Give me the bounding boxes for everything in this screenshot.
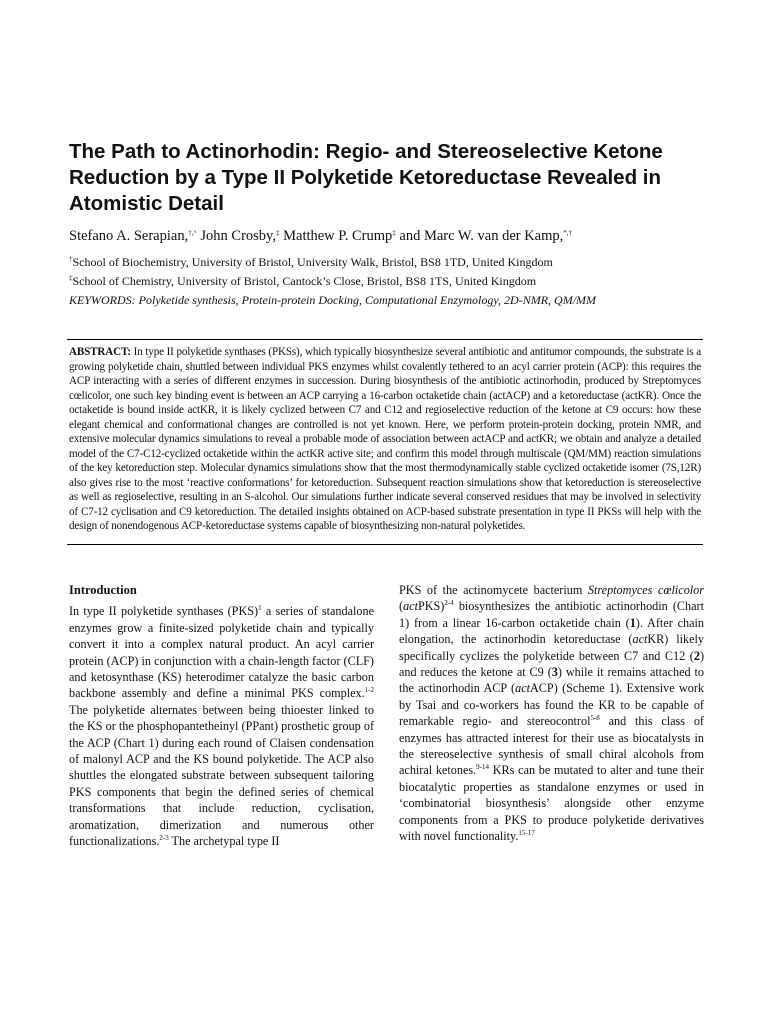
- abstract-box: [67, 339, 703, 545]
- author-name: Stefano A. Serapian,: [69, 228, 189, 244]
- italic-term: act: [515, 681, 530, 696]
- compound-number: 2: [693, 648, 700, 663]
- compound-number: 3: [551, 665, 558, 680]
- citation: 15-17: [518, 829, 535, 838]
- text-run: ACP) (Scheme 1). Extensive work by Tsai and co-workers has found the KR to be capable of remarkable regio- and stereocontrol: [399, 681, 704, 729]
- citation: 2-3: [159, 834, 169, 843]
- author-name: John Crosby,: [196, 228, 276, 244]
- text-run: In type II polyketide synthases (PKS): [69, 604, 259, 619]
- text-run: KR) likely specifically cyclizes the polyketide between C7 and C12 (: [399, 632, 704, 663]
- citation: 1-2: [364, 686, 374, 695]
- author-list: [69, 227, 719, 245]
- affiliation: [69, 255, 719, 270]
- intro-paragraph: [69, 603, 374, 849]
- intro-paragraph-continued: [399, 582, 704, 845]
- citation: 5-8: [590, 714, 600, 723]
- section-heading: Introduction: [69, 583, 137, 597]
- text-run: (: [399, 599, 404, 614]
- affiliation-mark: ‡: [69, 274, 73, 282]
- citation: 1: [258, 604, 262, 613]
- text-run: PKS of the actinomycete bacterium: [399, 583, 588, 597]
- text-run: a series of standalone enzymes grow a finite-sized polyketide chain and typically convert it into a complex natural product. An acyl carrier protein (ACP) in conjunction with a chain-length factor (CLF) and ketosynthase (KS) heterodimer catalyze the basic carbon backbone assembly and define a minimal PKS complex.: [69, 604, 375, 701]
- text-run: The polyketide alternates between being thioester linked to the KS or the phosphopantetheinyl (PPant) prosthetic group of the ACP (Chart 1) during each round of Claisen condensation of malonyl ACP and the KS bound polyketide. The ACP also shuttles the elongated substrate between subsequent tailoring PKS components that begin the defined series of chemical transformations that include reduction, cyclisation, aromatization, dimerization and numerous other functionalizations.: [69, 702, 374, 849]
- right-column: [399, 582, 704, 845]
- author-name: Matthew P. Crump: [279, 228, 393, 244]
- italic-term: Streptomyces cœlicolor: [587, 583, 705, 597]
- text-run: ) while it remains attached to the actinorhodin ACP (: [399, 665, 704, 696]
- paper-title: The Path to Actinorhodin: Regio- and Stereoselective Ketone Reduction by a Type II Polyketide Ketoreductase Revealed in Atomistic Detail: [69, 140, 663, 215]
- keywords: KEYWORDS: Polyketide synthesis, Protein-protein Docking, Computational Enzymology, 2D-NMR, QM/MM: [69, 293, 597, 307]
- citation: 9-14: [476, 763, 490, 772]
- author-mark: ‡: [275, 229, 280, 237]
- author-name: and Marc W. van der Kamp,: [395, 228, 564, 244]
- abstract-label: ABSTRACT:: [69, 346, 131, 358]
- italic-term: act: [403, 599, 418, 614]
- text-run: and this class of enzymes has attracted interest for their use as biocatalysts in the stereoselective synthesis of small chiral alcohols from achiral ketones.: [399, 714, 704, 778]
- author-mark: *,†: [563, 229, 573, 237]
- text-run: biosynthesizes the antibiotic actinorhodin (Chart 1) from a linear 16-carbon octaketide chain (: [399, 599, 704, 630]
- text-run: ). After chain elongation, the actinorhodin ketoreductase (: [399, 615, 704, 647]
- affiliation-text: School of Biochemistry, University of Bristol, University Walk, Bristol, BS8 1TD, United Kingdom: [72, 255, 553, 269]
- affiliation-mark: †: [69, 255, 73, 263]
- compound-number: 1: [629, 615, 636, 630]
- text-run: The archetypal type II: [168, 834, 280, 849]
- text-run: KRs can be mutated to alter and tune their biocatalytic properties as standalone enzymes or used in ‘combinatorial biosynthesis’ alongside other enzyme components from a PKS to produce polyketide derivatives with novel functionality.: [399, 763, 705, 844]
- text-run: PKS): [417, 599, 445, 614]
- affiliation-text: School of Chemistry, University of Bristol, Cantock’s Close, Bristol, BS8 1TS, United Kingdom: [72, 274, 537, 288]
- left-column: [69, 582, 374, 850]
- text-run: ) and reduces the ketone at C9 (: [399, 648, 704, 680]
- citation: 2-4: [444, 599, 454, 608]
- author-mark: ‡: [392, 229, 396, 237]
- author-mark: †,^: [188, 229, 197, 237]
- abstract: [69, 345, 701, 534]
- abstract-text: In type II polyketide synthases (PKSs), which typically biosynthesize several antibiotic and antitumor compounds, the substrate is a growing polyketide chain, shuttled between individual PKS enzymes whilst covalently tethered to an acyl carrier protein (ACP): this requires the ACP interacting with a series of different enzymes in succession. During biosynthesis of the antibiotic actinorhodin, produced by Streptomyces cœlicolor, one such key binding event is between an ACP carrying a 16-carbon octaketide chain (actACP) and a ketoreductase (actKR). Once the octaketide is bound inside actKR, it is likely cyclized between C7 and C12 and regioselective reduction of the ketone at C9 occurs: how these elegant chemical and conformational changes are controlled is not yet known. Here, we perform protein-protein docking, protein NMR, and extensive molecular dynamics simulations to reveal a probable mode of association between actACP and actKR; we obtain and analyze a detailed model of the C7-C12-cyclized octaketide within the actKR active site; and confirm this model through multiscale (QM/MM) reaction simulations of the key ketoreduction step. Molecular dynamics simulations show that the most thermodynamically stable cyclized octaketide isomer (7S,12R) also gives rise to the most ‘reactive conformations’ for ketoreduction. Subsequent reaction simulations show that ketoreduction is stereoselective as well as regioselective, resulting in an S-alcohol. Our simulations further indicate several conserved residues that may be involved in selectivity of C7-12 cyclisation and C9 ketoreduction. The detailed insights obtained on ACP-based substrate presentation in type II PKSs will help with the design of nonendogenous ACP-ketoreductase systems capable of biosynthesizing non-natural polyketides.: [69, 346, 701, 532]
- italic-term: act: [632, 632, 648, 647]
- affiliation: [69, 274, 719, 289]
